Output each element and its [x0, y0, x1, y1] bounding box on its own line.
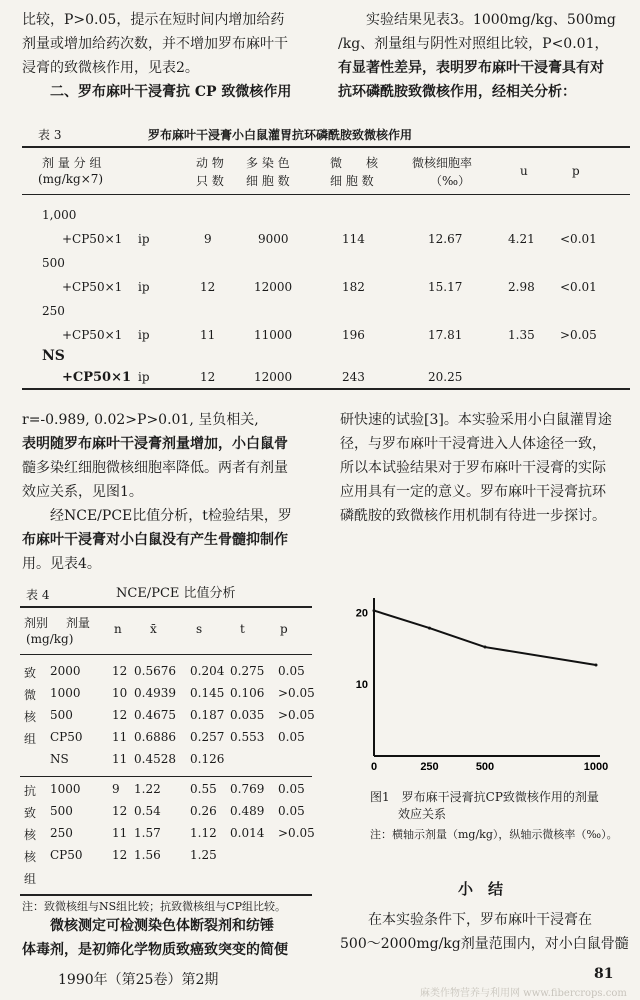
cells-cell: 11000 — [254, 328, 293, 342]
table-cell-p: >0.05 — [278, 686, 315, 700]
data-point — [428, 627, 431, 630]
u-cell: 2.98 — [508, 280, 535, 294]
rate-cell: 12.67 — [428, 232, 463, 246]
n-cell: 9 — [204, 232, 212, 246]
table-cell-p: 0.05 — [278, 730, 305, 744]
u-cell: 4.21 — [508, 232, 535, 246]
text-line: 经NCE/PCE比值分析，t检验结果，罗 — [50, 508, 292, 524]
data-point — [484, 646, 487, 649]
table-label: 表 3 — [38, 128, 62, 142]
n-cell: 12 — [200, 280, 216, 294]
dose-cell: 500 — [42, 256, 65, 270]
table-cell-n: 11 — [112, 826, 128, 840]
col-header: 剂别 — [24, 616, 49, 630]
data-point — [595, 664, 598, 667]
table-cell-s: 0.204 — [190, 664, 225, 678]
text-line: 有显著性差异，表明罗布麻叶干浸膏具有对 — [338, 60, 604, 76]
n-cell: 12 — [200, 370, 216, 384]
table-cell-s: 0.187 — [190, 708, 225, 722]
col-header: (mg/kg×7) — [38, 172, 104, 186]
series-line — [374, 611, 596, 665]
table-cell-n: 12 — [112, 708, 128, 722]
figure-caption — [370, 788, 632, 842]
table-cell-x: 0.5676 — [134, 664, 176, 678]
col-header: 微 核 — [330, 156, 379, 170]
table-cell-s: 0.126 — [190, 752, 225, 766]
table-cell-t: 0.035 — [230, 708, 265, 722]
text-line: 研快速的试验[3]。本实验采用小白鼠灌胃途 — [340, 412, 612, 428]
caption-line: 效应关系 — [398, 807, 447, 821]
text-line: 布麻叶干浸膏对小白鼠没有产生骨髓抑制作 — [22, 532, 288, 548]
table-cell-d: 500 — [50, 804, 73, 818]
route-cell: ip — [138, 232, 150, 246]
text-line: 用。见表4。 — [22, 556, 101, 572]
text-line: 所以本试验结果对于罗布麻叶干浸膏的实际 — [340, 460, 606, 476]
cells-cell: 9000 — [258, 232, 289, 246]
col-header: u — [520, 164, 528, 178]
col-header: 细 胞 数 — [246, 174, 290, 188]
group-divider-rule — [20, 776, 312, 777]
col-header: p — [572, 164, 580, 178]
p-cell: <0.01 — [560, 232, 597, 246]
text-line: /kg、剂量组与阴性对照组比较，P<0.01， — [338, 36, 609, 52]
table-cell-d: 500 — [50, 708, 73, 722]
mn-cell: 243 — [342, 370, 365, 384]
u-cell: 1.35 — [508, 328, 535, 342]
table-cell-t: 0.769 — [230, 782, 265, 796]
table-cell-g: 核 — [24, 828, 37, 842]
figure-1-chart — [348, 588, 618, 778]
text-line: 实验结果见表3。1000mg/kg、500mg — [366, 12, 616, 28]
table-cell-t: 0.553 — [230, 730, 265, 744]
mn-cell: 114 — [342, 232, 365, 246]
table-cell-g: 微 — [24, 688, 37, 702]
table-cell-x: 0.4675 — [134, 708, 176, 722]
table-top-rule — [22, 146, 630, 148]
table-cell-x: 0.4939 — [134, 686, 176, 700]
text-line: 微核测定可检测染色体断裂剂和纺锤 — [50, 918, 274, 934]
col-header: x̄ — [150, 622, 157, 636]
section-heading: 二、罗布麻叶干浸膏抗 CP 致微核作用 — [50, 84, 292, 100]
table-cell-x: 0.54 — [134, 804, 161, 818]
table-bottom-rule — [20, 894, 312, 896]
table-3 — [0, 120, 640, 410]
rate-cell: 15.17 — [428, 280, 463, 294]
col-header: 剂量 — [66, 616, 91, 630]
n-cell: 11 — [200, 328, 216, 342]
cp-cell: +CP50×1 — [62, 280, 123, 294]
caption-line: 图1 罗布麻干浸膏抗CP致微核作用的剂量 — [370, 790, 599, 804]
route-cell: ip — [138, 280, 150, 294]
y-tick-label: 20 — [355, 607, 368, 620]
table-cell-d: NS — [50, 752, 69, 766]
rate-cell: 20.25 — [428, 370, 463, 384]
table-cell-g: 组 — [24, 872, 37, 886]
col-header: t — [240, 622, 245, 636]
route-cell: ip — [138, 328, 150, 342]
table-cell-p: 0.05 — [278, 804, 305, 818]
cells-cell: 12000 — [254, 370, 293, 384]
table-label: 表 4 — [26, 588, 50, 602]
table-cell-t: 0.275 — [230, 664, 265, 678]
summary-heading: 小 结 — [458, 880, 504, 898]
text-line: 应用具有一定的意义。罗布麻叶干浸膏抗环 — [340, 484, 606, 500]
table-cell-n: 12 — [112, 664, 128, 678]
route-cell: ip — [138, 370, 150, 384]
table-top-rule — [20, 606, 312, 608]
table-cell-s: 0.55 — [190, 782, 217, 796]
table-note: 注：致微核组与NS组比较；抗致微核组与CP组比较。 — [22, 900, 286, 913]
cp-cell: +CP50×1 — [62, 232, 123, 246]
top-right-paragraph — [338, 8, 633, 104]
watermark: 麻类作物营养与利用网 www.fibercrops.com — [420, 988, 627, 999]
text-line: 磷酰胺的致微核作用机制有待进一步探讨。 — [340, 508, 606, 524]
table-cell-x: 1.56 — [134, 848, 161, 862]
table-cell-g: 致 — [24, 666, 37, 680]
table-cell-s: 0.26 — [190, 804, 217, 818]
col-header: 剂 量 分 组 — [42, 156, 102, 170]
dose-cell: 250 — [42, 304, 65, 318]
table-cell-s: 1.12 — [190, 826, 217, 840]
text-line: 径，与罗布麻叶干浸膏进入人体途径一致， — [340, 436, 606, 452]
mid-right-paragraph — [340, 408, 635, 528]
table-cell-n: 12 — [112, 848, 128, 862]
table-cell-n: 12 — [112, 804, 128, 818]
text-line: 表明随罗布麻叶干浸膏剂量增加，小白鼠骨 — [22, 436, 288, 452]
table-cell-x: 0.4528 — [134, 752, 176, 766]
col-header: 细 胞 数 — [330, 174, 374, 188]
text-line: 剂量或增加给药次数，并不增加罗布麻叶干 — [22, 36, 288, 52]
table-cell-g: 核 — [24, 850, 37, 864]
col-header: （‰） — [430, 174, 471, 188]
table-cell-p: >0.05 — [278, 826, 315, 840]
table-cell-t: 0.106 — [230, 686, 265, 700]
cells-cell: 12000 — [254, 280, 293, 294]
mn-cell: 182 — [342, 280, 365, 294]
text-line: 体毒剂，是初筛化学物质致癌致突变的简便 — [22, 942, 288, 958]
text-line: 在本实验条件下，罗布麻叶干浸膏在 — [368, 912, 592, 928]
col-header: s — [196, 622, 203, 636]
text-line: 髓多染红细胞微核细胞率降低。两者有剂量 — [22, 460, 288, 476]
mn-cell: 196 — [342, 328, 365, 342]
page-number: 81 — [594, 966, 614, 982]
table-cell-n: 11 — [112, 730, 128, 744]
text-line: 比较，P>0.05，提示在短时间内增加给药 — [22, 12, 285, 28]
bottom-right-paragraph — [340, 908, 635, 956]
table-title: 罗布麻叶干浸膏小白鼠灌胃抗环磷酰胺致微核作用 — [148, 128, 413, 142]
table-cell-t: 0.014 — [230, 826, 265, 840]
table-cell-g: 致 — [24, 806, 37, 820]
table-cell-s: 0.145 — [190, 686, 225, 700]
table-cell-g: 组 — [24, 732, 37, 746]
table-cell-g: 核 — [24, 710, 37, 724]
rate-cell: 17.81 — [428, 328, 463, 342]
col-header: (mg/kg) — [26, 632, 74, 646]
table-cell-d: 2000 — [50, 664, 81, 678]
table-cell-s: 0.257 — [190, 730, 225, 744]
table-cell-x: 0.6886 — [134, 730, 176, 744]
col-header: 多 染 色 — [246, 156, 290, 170]
footer-issue: 1990年（第25卷）第2期 — [58, 972, 219, 988]
col-header: n — [114, 622, 122, 636]
top-left-paragraph — [22, 8, 312, 104]
table-cell-d: 250 — [50, 826, 73, 840]
table-cell-g: 抗 — [24, 784, 37, 798]
table-4 — [0, 578, 330, 913]
text-line: r=-0.989, 0.02>P>0.01, 呈负相关, — [22, 412, 259, 428]
p-cell: >0.05 — [560, 328, 597, 342]
dose-cell: 1,000 — [42, 208, 77, 222]
table-header-rule — [20, 654, 312, 655]
table-cell-n: 9 — [112, 782, 120, 796]
table-cell-p: 0.05 — [278, 782, 305, 796]
col-header: 微核细胞率 — [412, 156, 473, 170]
table-cell-n: 11 — [112, 752, 128, 766]
bottom-left-paragraph — [22, 914, 322, 962]
x-tick-label: 250 — [420, 761, 439, 773]
table-title: NCE/PCE 比值分析 — [116, 586, 236, 601]
table-cell-s: 1.25 — [190, 848, 217, 862]
text-line: 抗环磷酰胺致微核作用，经相关分析： — [338, 84, 576, 100]
text-line: 浸膏的致微核作用，见表2。 — [22, 60, 199, 76]
table-cell-x: 1.57 — [134, 826, 161, 840]
table-cell-t: 0.489 — [230, 804, 265, 818]
table-bottom-rule — [22, 388, 630, 390]
table-cell-p: >0.05 — [278, 708, 315, 722]
dose-cell: NS — [42, 348, 65, 364]
x-tick-label: 1000 — [583, 761, 609, 773]
x-tick-label: 0 — [370, 761, 378, 773]
table-cell-p: 0.05 — [278, 664, 305, 678]
cp-cell: +CP50×1 — [62, 328, 123, 342]
table-cell-d: 1000 — [50, 686, 81, 700]
cp-cell: +CP50×1 — [62, 370, 132, 385]
table-cell-d: 1000 — [50, 782, 81, 796]
p-cell: <0.01 — [560, 280, 597, 294]
x-tick-label: 500 — [475, 761, 495, 773]
col-header: 动 物 — [196, 156, 224, 170]
text-line: 效应关系，见图1。 — [22, 484, 143, 500]
figure-note: 注：横轴示剂量（mg/kg），纵轴示微核率（‰）。 — [370, 828, 618, 841]
table-cell-d: CP50 — [50, 848, 83, 862]
table-cell-d: CP50 — [50, 730, 83, 744]
table-header-rule — [22, 194, 630, 195]
text-line: 500～2000mg/kg剂量范围内，对小白鼠骨髓 — [340, 936, 629, 952]
data-point — [373, 609, 376, 612]
col-header: p — [280, 622, 288, 636]
col-header: 只 数 — [196, 174, 224, 188]
table-cell-n: 10 — [112, 686, 128, 700]
mid-left-paragraph — [22, 408, 322, 576]
table-cell-x: 1.22 — [134, 782, 161, 796]
y-tick-label: 10 — [355, 679, 368, 692]
